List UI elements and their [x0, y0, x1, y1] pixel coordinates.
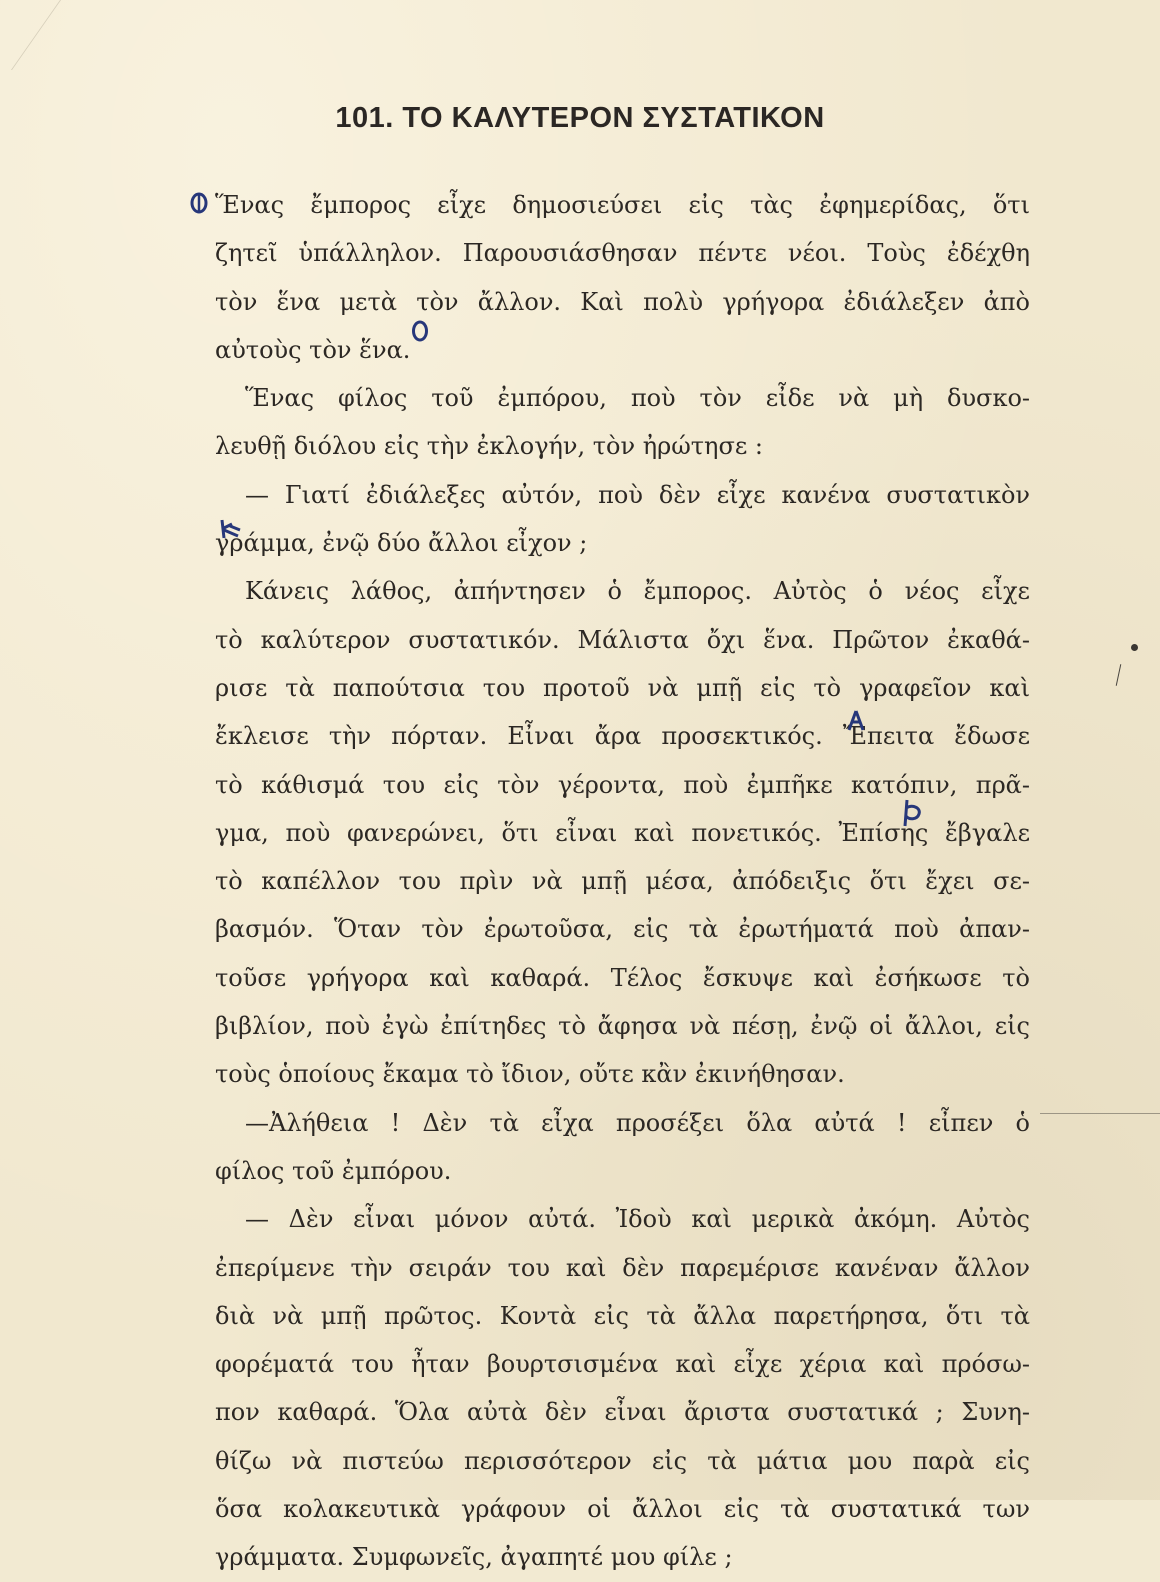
margin-dot — [1131, 644, 1138, 651]
text-line: τοὺς ὁποίους ἔκαμα τὸ ἴδιον, οὔτε κἂν ἐκινήθησαν. — [215, 1060, 845, 1089]
text-line: βασμόν. Ὅταν τὸν ἐρωτοῦσα, εἰς τὰ ἐρωτήματά ποὺ ἀπαν- — [215, 915, 1030, 944]
margin-tick — [1116, 664, 1122, 686]
text-line: γράμματα. Συμφωνεῖς, ἀγαπητέ μου φίλε ; — [215, 1543, 733, 1572]
text-line: τὸν ἕνα μετὰ τὸν ἄλλον. Καὶ πολὺ γρήγορα ἐδιάλεξεν ἀπὸ — [215, 287, 1030, 316]
correction-mark-icon — [901, 798, 925, 828]
text-line: ρισε τὰ παπούτσια του προτοῦ νὰ μπῇ εἰς τὸ γραφεῖον καὶ — [215, 673, 1030, 702]
insertion-mark-icon — [218, 516, 244, 542]
page-fold-crease — [0, 0, 61, 70]
text-line: πον καθαρά. Ὅλα αὐτὰ δὲν εἶναι ἄριστα συστατικά ; Συνη- — [215, 1398, 1030, 1427]
margin-line — [1040, 1113, 1160, 1114]
text-line: λευθῇ διόλου εἰς τὴν ἐκλογήν, τὸν ἠρώτησε : — [215, 432, 763, 461]
text-line: τὸ καλύτερον συστατικόν. Μάλιστα ὄχι ἕνα. Πρῶτον ἐκαθά- — [215, 625, 1030, 654]
text-line: φορέματά του ἦταν βουρτσισμένα καὶ εἶχε χέρια καὶ πρόσω- — [215, 1350, 1030, 1379]
text-line: θίζω νὰ πιστεύω περισσότερον εἰς τὰ μάτια μου παρὰ εἰς — [215, 1446, 1030, 1475]
text-line: φίλος τοῦ ἐμπόρου. — [215, 1156, 452, 1185]
insertion-mark-icon — [845, 708, 867, 734]
text-line: Ἕνας φίλος τοῦ ἐμπόρου, ποὺ τὸν εἶδε νὰ μὴ δυσκο- — [245, 384, 1030, 413]
text-line: ὅσα κολακευτικὰ γράφουν οἱ ἄλλοι εἰς τὰ συστατικά των — [215, 1495, 1030, 1524]
text-line: Κάνεις λάθος, ἀπήντησεν ὁ ἔμπορος. Αὐτὸς ὁ νέος εἶχε — [245, 577, 1030, 606]
text-line: ἔκλεισε τὴν πόρταν. Εἶναι ἄρα προσεκτικός. Ἔπειτα ἔδωσε — [215, 722, 1030, 751]
text-line: αὐτοὺς τὸν ἕνα. — [215, 335, 411, 364]
paragraph-mark-icon — [188, 190, 210, 216]
text-line: — Δὲν εἶναι μόνον αὐτά. Ἰδοὺ καὶ μερικὰ ἀκόμη. Αὐτὸς — [245, 1205, 1030, 1234]
text-line: γμα, ποὺ φανερώνει, ὅτι εἶναι καὶ πονετικός. Ἐπίσης ἔβγαλε — [215, 818, 1030, 847]
text-line: ζητεῖ ὑπάλληλον. Παρουσιάσθησαν πέντε νέοι. Τοὺς ἐδέχθη — [215, 239, 1030, 268]
text-line: γράμμα, ἐνῷ δύο ἄλλοι εἶχον ; — [215, 529, 588, 558]
text-line: τὸ κάθισμά του εἰς τὸν γέροντα, ποὺ ἐμπῆκε κατόπιν, πρᾶ- — [215, 770, 1030, 799]
text-line: —Ἀλήθεια ! Δὲν τὰ εἶχα προσέξει ὅλα αὐτά ! εἶπεν ὁ — [245, 1108, 1030, 1137]
page-title: 101. ΤΟ ΚΑΛΥΤΕΡΟΝ ΣΥΣΤΑΤΙΚΟΝ — [335, 102, 825, 134]
text-line: τοῦσε γρήγορα καὶ καθαρά. Τέλος ἔσκυψε καὶ ἐσήκωσε τὸ — [215, 963, 1030, 992]
text-line: τὸ καπέλλον του πρὶν νὰ μπῇ μέσα, ἀπόδειξις ὅτι ἔχει σε- — [215, 867, 1030, 896]
text-line: ἐπερίμενε τὴν σειράν του καὶ δὲν παρεμέρισε κανέναν ἄλλον — [215, 1253, 1030, 1282]
text-line: διὰ νὰ μπῇ πρῶτος. Κοντὰ εἰς τὰ ἄλλα παρετήρησα, ὅτι τὰ — [215, 1301, 1030, 1330]
body-text — [215, 181, 1030, 1582]
text-line: βιβλίον, ποὺ ἐγὼ ἐπίτηδες τὸ ἄφησα νὰ πέσῃ, ἐνῷ οἱ ἄλλοι, εἰς — [215, 1012, 1030, 1041]
paragraph-mark-icon — [410, 318, 430, 344]
text-line: Ἕνας ἔμπορος εἶχε δημοσιεύσει εἰς τὰς ἐφημερίδας, ὅτι — [215, 191, 1030, 219]
text-line: — Γιατί ἐδιάλεξες αὐτόν, ποὺ δὲν εἶχε κανένα συστατικὸν — [245, 480, 1030, 509]
